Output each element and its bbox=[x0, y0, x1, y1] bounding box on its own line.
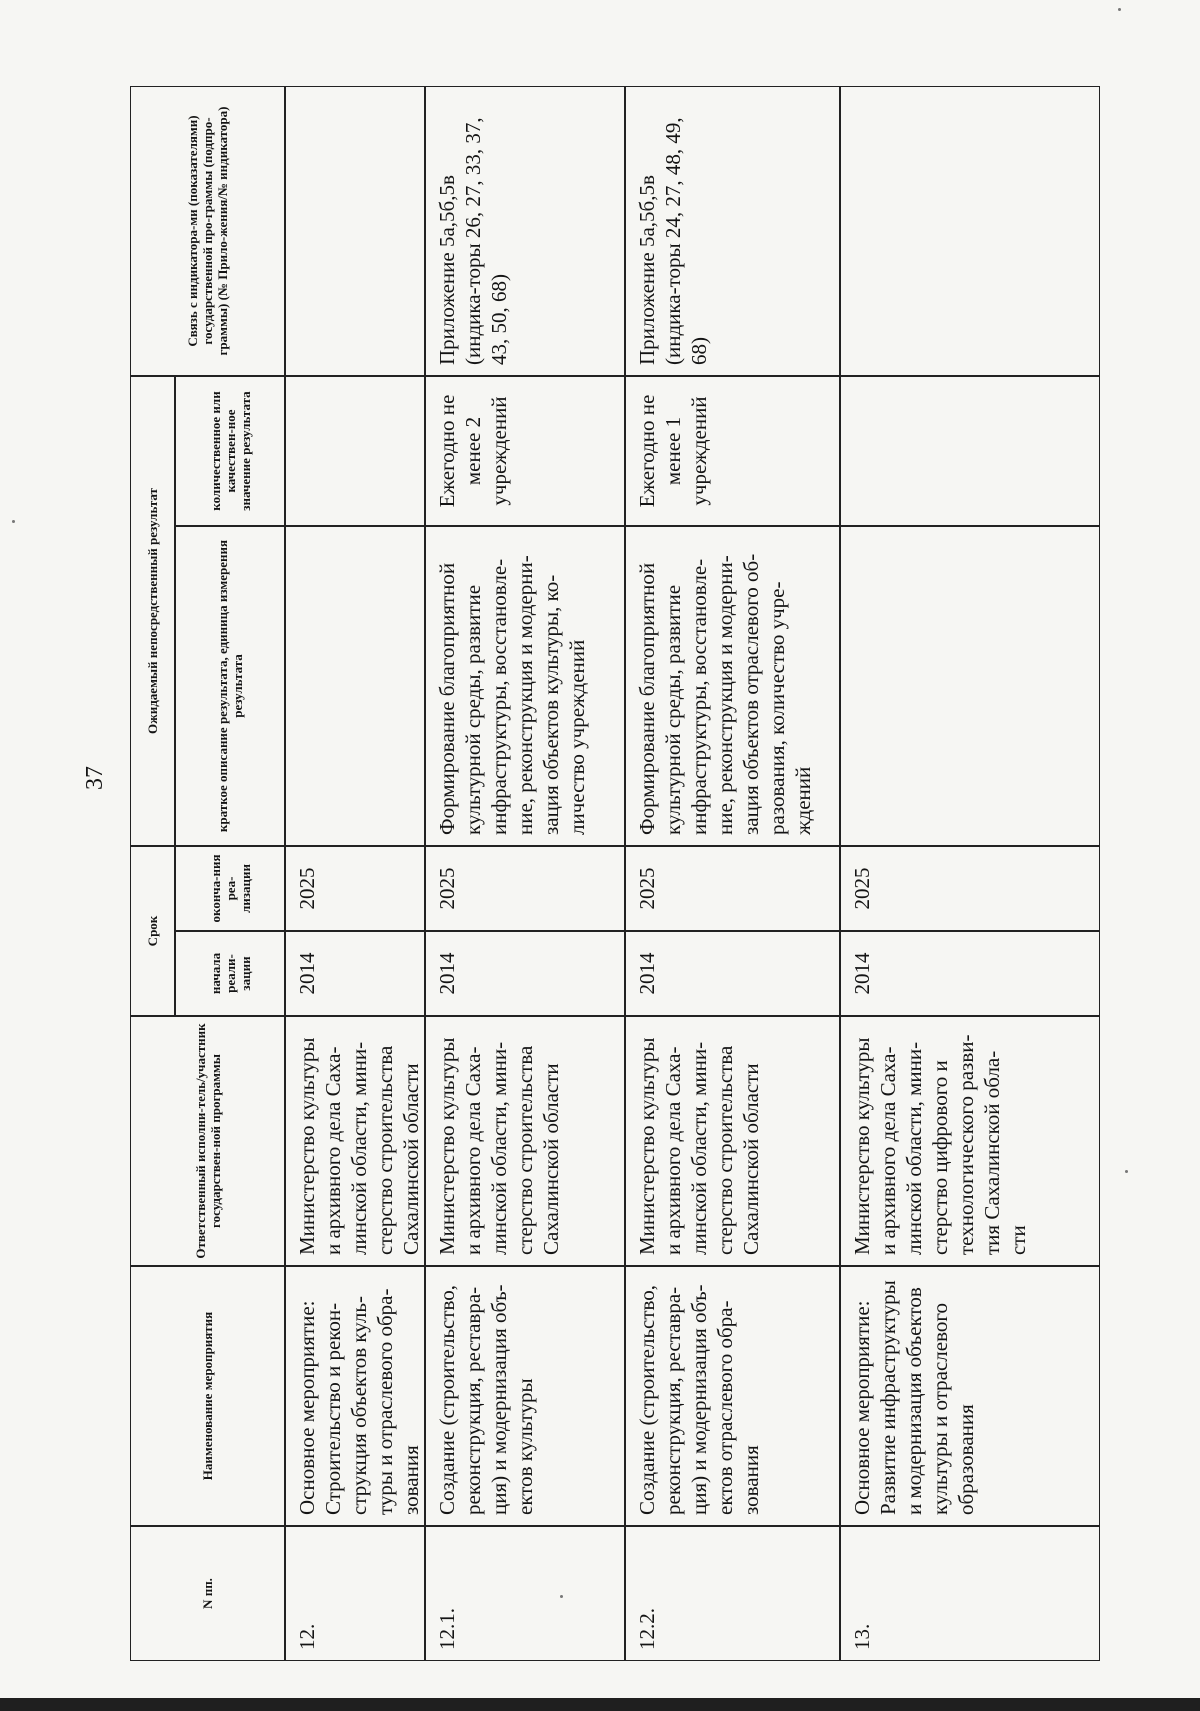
row-13-num: 13. bbox=[840, 1526, 1100, 1661]
scan-speck bbox=[560, 1595, 563, 1598]
row-12-2-name: Создание (строительство, реконструкция, реставра-ция) и модернизация объ-ектов отраслевого обра-зования bbox=[625, 1266, 840, 1526]
row-13-start: 2014 bbox=[840, 931, 1100, 1016]
row-12-2-desc: Формирование благоприятной культурной среды, развитие инфраструктуры, восстановле-ние, реконструкция и модерни-зация объектов отраслевого об-разования, количество учре-ждений bbox=[625, 526, 840, 846]
header-expected-desc: краткое описание результата, единица измерения результата bbox=[175, 526, 285, 846]
row-12-1-end: 2025 bbox=[425, 846, 625, 931]
header-expected: Ожидаемый непосредственный результат bbox=[130, 376, 175, 846]
row-12-1-value: Ежегодно не менее 2 учреждений bbox=[425, 376, 625, 526]
row-13-name: Основное мероприятие: Развитие инфраструктуры и модернизация объектов культуры и отраслевого образования bbox=[840, 1266, 1100, 1526]
scan-edge-bar bbox=[0, 1698, 1200, 1711]
row-13-link bbox=[840, 86, 1100, 376]
header-term-start: начала реали-зации bbox=[175, 931, 285, 1016]
row-12-2-value: Ежегодно не менее 1 учреждений bbox=[625, 376, 840, 526]
row-12-desc bbox=[285, 526, 425, 846]
row-12-name: Основное мероприятие: Строительство и рекон-струкция объектов куль-туры и отраслевого обра-зования bbox=[285, 1266, 425, 1526]
row-12-2-start: 2014 bbox=[625, 931, 840, 1016]
header-executor: Ответственный исполни-тель/участник государствен-ной программы bbox=[130, 1016, 285, 1266]
row-12-2-end: 2025 bbox=[625, 846, 840, 931]
row-12-end: 2025 bbox=[285, 846, 425, 931]
row-12-2-num: 12.2. bbox=[625, 1526, 840, 1661]
measures-table bbox=[130, 85, 1100, 1660]
row-12-1-num: 12.1. bbox=[425, 1526, 625, 1661]
row-12-1-name: Создание (строительство, реконструкция, реставра-ция) и модернизация объ-ектов культуры bbox=[425, 1266, 625, 1526]
header-expected-value: количественное или качествен-ное значение результата bbox=[175, 376, 285, 526]
scan-speck bbox=[12, 520, 15, 523]
row-12-1-link: Приложение 5а,5б,5в (индика-торы 26, 27, 33, 37, 43, 50, 68) bbox=[425, 86, 625, 376]
row-12-value bbox=[285, 376, 425, 526]
header-name: Наименование мероприятия bbox=[130, 1266, 285, 1526]
row-12-1-executor: Министерство культуры и архивного дела Саха-линской области, мини-стерство строительства Сахалинской области bbox=[425, 1016, 625, 1266]
row-12-1-desc: Формирование благоприятной культурной среды, развитие инфраструктуры, восстановле-ние, реконструкция и модерни-зация объектов культуры, ко-личество учреждений bbox=[425, 526, 625, 846]
row-13-value bbox=[840, 376, 1100, 526]
header-term: Срок bbox=[130, 846, 175, 1016]
row-12-2-executor: Министерство культуры и архивного дела Саха-линской области, мини-стерство строительства Сахалинской области bbox=[625, 1016, 840, 1266]
row-12-1-start: 2014 bbox=[425, 931, 625, 1016]
row-13-executor: Министерство культуры и архивного дела Саха-линской области, мини-стерство цифрового и технологического разви-тия Сахалинской обла-сти bbox=[840, 1016, 1100, 1266]
row-12-2-link: Приложение 5а,5б,5в (индика-торы 24, 27, 48, 49, 68) bbox=[625, 86, 840, 376]
header-num: N пп. bbox=[130, 1526, 285, 1661]
scan-speck bbox=[1125, 1170, 1128, 1173]
header-term-end: оконча-ния реа-лизации bbox=[175, 846, 285, 931]
row-13-desc bbox=[840, 526, 1100, 846]
row-12-start: 2014 bbox=[285, 931, 425, 1016]
page-number: 37 bbox=[82, 766, 108, 790]
row-12-executor: Министерство культуры и архивного дела Саха-линской области, мини-стерство строительства Сахалинской области bbox=[285, 1016, 425, 1266]
header-link: Связь с индикатора-ми (показателями) государственной про-граммы (подпро-граммы) (№ Прило-жения/№ индикатора) bbox=[130, 86, 285, 376]
row-13-end: 2025 bbox=[840, 846, 1100, 931]
row-12-link bbox=[285, 86, 425, 376]
scan-speck bbox=[1118, 8, 1121, 11]
row-12-num: 12. bbox=[285, 1526, 425, 1661]
